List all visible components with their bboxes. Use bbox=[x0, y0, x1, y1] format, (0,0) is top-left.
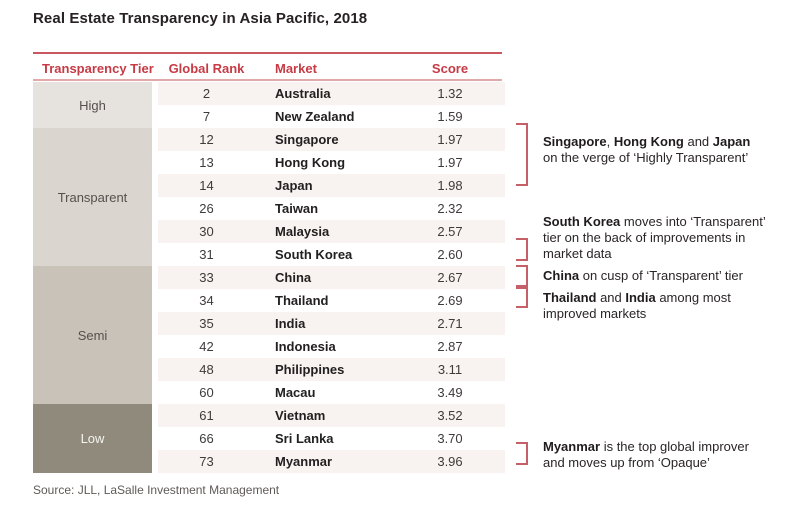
cell-global-rank: 30 bbox=[199, 224, 214, 239]
cell-score: 1.32 bbox=[437, 86, 463, 101]
annotation-bracket bbox=[516, 287, 528, 308]
cell-market: Indonesia bbox=[275, 339, 336, 354]
annotation-note bbox=[543, 134, 750, 166]
cell-market: Sri Lanka bbox=[275, 431, 334, 446]
annotation-line bbox=[543, 306, 731, 322]
annotation-text: is the top global improver bbox=[600, 439, 749, 454]
table-row bbox=[158, 243, 505, 266]
cell-global-rank: 33 bbox=[199, 270, 214, 285]
cell-score: 1.59 bbox=[437, 109, 463, 124]
tier-column bbox=[33, 82, 152, 473]
cell-market: Japan bbox=[275, 178, 313, 193]
annotation-bracket bbox=[516, 238, 528, 261]
cell-market: Australia bbox=[275, 86, 331, 101]
table-row bbox=[158, 220, 505, 243]
table-row bbox=[158, 335, 505, 358]
annotation-note bbox=[543, 290, 731, 322]
cell-global-rank: 12 bbox=[199, 132, 214, 147]
cell-market: New Zealand bbox=[275, 109, 355, 124]
table-row bbox=[158, 289, 505, 312]
table-row bbox=[158, 151, 505, 174]
cell-score: 2.87 bbox=[437, 339, 463, 354]
table-row bbox=[158, 266, 505, 289]
annotation-text: tier on the back of improvements in bbox=[543, 230, 746, 245]
table-row bbox=[158, 128, 505, 151]
annotation-text: and bbox=[683, 134, 713, 149]
cell-global-rank: 13 bbox=[199, 155, 214, 170]
cell-market: Thailand bbox=[275, 293, 329, 308]
annotation-line bbox=[543, 214, 766, 230]
cell-global-rank: 2 bbox=[202, 86, 211, 101]
annotation-line bbox=[543, 290, 731, 306]
table-row bbox=[158, 404, 505, 427]
annotation-market-name: Myanmar bbox=[543, 439, 601, 454]
table-row bbox=[158, 312, 505, 335]
annotation-text: and moves up from ‘Opaque’ bbox=[543, 455, 710, 470]
table-row bbox=[158, 358, 505, 381]
annotation-line bbox=[543, 150, 750, 166]
cell-market: Vietnam bbox=[275, 408, 326, 423]
annotation-note bbox=[543, 439, 749, 471]
table-row bbox=[158, 197, 505, 220]
cell-score: 1.98 bbox=[437, 178, 463, 193]
cell-score: 3.52 bbox=[437, 408, 463, 423]
cell-global-rank: 35 bbox=[199, 316, 214, 331]
annotation-note bbox=[543, 214, 766, 262]
cell-market: Macau bbox=[275, 385, 316, 400]
table-row bbox=[158, 105, 505, 128]
annotation-text: market data bbox=[543, 246, 612, 261]
header-rule bbox=[33, 79, 502, 81]
annotation-market-name: India bbox=[625, 290, 656, 305]
annotation-bracket bbox=[516, 442, 528, 465]
annotation-line bbox=[543, 439, 749, 455]
table-row bbox=[158, 82, 505, 105]
tier-label: Semi bbox=[77, 327, 108, 343]
cell-score: 2.32 bbox=[437, 201, 463, 216]
cell-global-rank: 34 bbox=[199, 293, 214, 308]
cell-market: South Korea bbox=[275, 247, 353, 262]
cell-global-rank: 14 bbox=[199, 178, 214, 193]
cell-market: Myanmar bbox=[275, 454, 333, 469]
cell-market: Taiwan bbox=[275, 201, 319, 216]
cell-global-rank: 66 bbox=[199, 431, 214, 446]
annotation-text: on the verge of ‘Highly Transparent’ bbox=[543, 150, 749, 165]
tier-cell-transparent bbox=[33, 128, 152, 266]
cell-score: 2.71 bbox=[437, 316, 463, 331]
cell-score: 3.11 bbox=[437, 362, 463, 377]
tier-label: High bbox=[79, 97, 106, 113]
annotation-market-name: China bbox=[543, 268, 580, 283]
cell-global-rank: 48 bbox=[199, 362, 214, 377]
table-body bbox=[158, 82, 505, 473]
column-header-global-rank: Global Rank bbox=[168, 61, 245, 76]
annotation-market-name: Japan bbox=[712, 134, 751, 149]
table-row bbox=[158, 427, 505, 450]
cell-score: 2.67 bbox=[437, 270, 463, 285]
annotation-line bbox=[543, 455, 749, 471]
tier-label: Transparent bbox=[57, 189, 128, 205]
column-header-market: Market bbox=[275, 61, 317, 76]
annotation-market-name: Singapore bbox=[543, 134, 607, 149]
annotation-text: among most bbox=[655, 290, 731, 305]
annotation-line bbox=[543, 134, 750, 150]
cell-score: 1.97 bbox=[437, 155, 463, 170]
column-header-score: Score bbox=[431, 61, 469, 76]
annotation-bracket bbox=[516, 123, 528, 186]
annotation-text: improved markets bbox=[543, 306, 647, 321]
top-rule bbox=[33, 52, 502, 54]
source-note: Source: JLL, LaSalle Investment Management bbox=[33, 483, 280, 497]
annotation-text: and bbox=[596, 290, 626, 305]
annotation-line bbox=[543, 268, 743, 284]
cell-score: 2.69 bbox=[437, 293, 463, 308]
cell-score: 3.96 bbox=[437, 454, 463, 469]
cell-score: 3.70 bbox=[437, 431, 463, 446]
annotation-line bbox=[543, 246, 766, 262]
cell-market: Singapore bbox=[275, 132, 339, 147]
cell-market: India bbox=[275, 316, 306, 331]
cell-market: China bbox=[275, 270, 312, 285]
cell-market: Philippines bbox=[275, 362, 345, 377]
cell-global-rank: 61 bbox=[199, 408, 214, 423]
cell-score: 2.57 bbox=[437, 224, 463, 239]
cell-global-rank: 7 bbox=[202, 109, 211, 124]
annotation-text: on cusp of ‘Transparent’ tier bbox=[579, 268, 743, 283]
annotation-bracket bbox=[516, 265, 528, 287]
table-row bbox=[158, 381, 505, 404]
cell-score: 2.60 bbox=[437, 247, 463, 262]
cell-global-rank: 73 bbox=[199, 454, 214, 469]
annotation-market-name: South Korea bbox=[543, 214, 621, 229]
annotation-market-name: Hong Kong bbox=[613, 134, 684, 149]
tier-label: Low bbox=[80, 431, 105, 446]
cell-global-rank: 42 bbox=[199, 339, 214, 354]
tier-cell-low bbox=[33, 404, 152, 473]
cell-global-rank: 26 bbox=[199, 201, 214, 216]
cell-market: Hong Kong bbox=[275, 155, 346, 170]
cell-score: 1.97 bbox=[437, 132, 463, 147]
annotation-text: moves into ‘Transparent’ bbox=[620, 214, 766, 229]
table-row bbox=[158, 174, 505, 197]
tier-cell-high bbox=[33, 82, 152, 128]
cell-score: 3.49 bbox=[437, 385, 463, 400]
table-row bbox=[158, 450, 505, 473]
page-title: Real Estate Transparency in Asia Pacific, 2018 bbox=[33, 10, 368, 27]
annotation-line bbox=[543, 230, 766, 246]
annotation-text: , bbox=[606, 134, 614, 149]
annotation-market-name: Thailand bbox=[543, 290, 597, 305]
cell-global-rank: 60 bbox=[199, 385, 214, 400]
annotation-note bbox=[543, 268, 743, 284]
tier-cell-semi bbox=[33, 266, 152, 404]
column-header-transparency-tier: Transparency Tier bbox=[42, 61, 154, 76]
cell-global-rank: 31 bbox=[199, 247, 214, 262]
cell-market: Malaysia bbox=[275, 224, 330, 239]
